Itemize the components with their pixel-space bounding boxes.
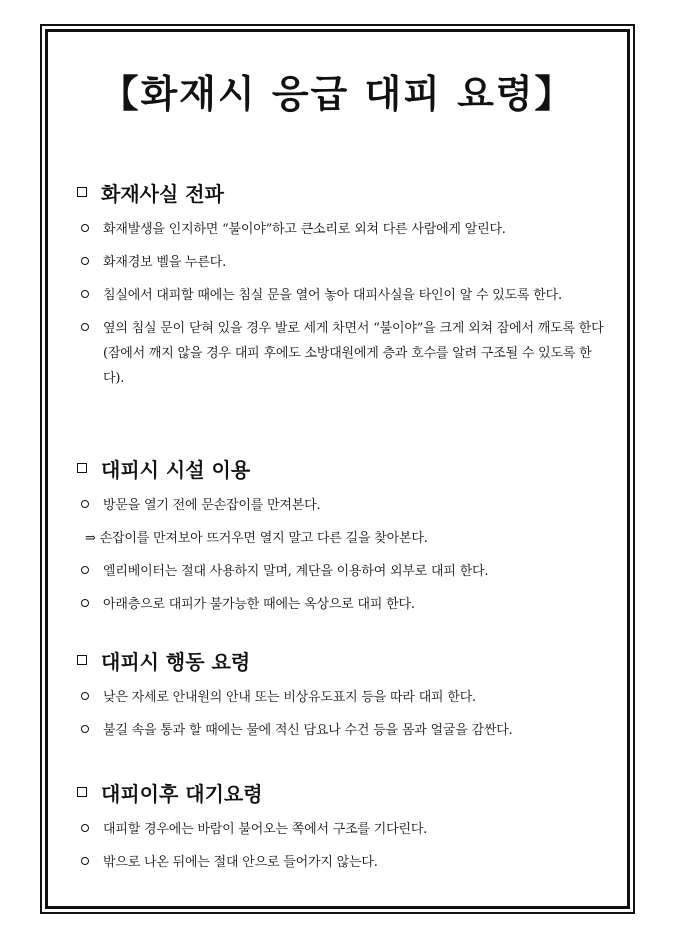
list-item bbox=[77, 850, 607, 875]
list-item-text: 화재발생을 인지하면 “불이야”하고 큰소리로 외쳐 다른 사람에게 알린다. bbox=[103, 222, 506, 237]
list-item bbox=[77, 250, 607, 275]
section-waiting-after-evacuation bbox=[77, 777, 607, 875]
circle-bullet-icon bbox=[81, 857, 89, 865]
section-heading bbox=[77, 177, 607, 207]
square-bullet-icon bbox=[77, 655, 87, 665]
section-heading-text: 화재사실 전파 bbox=[101, 181, 224, 206]
list-item-text: 방문을 열기 전에 문손잡이를 만져본다. bbox=[103, 498, 321, 513]
circle-bullet-icon bbox=[81, 566, 89, 574]
list-item-text: ⇒ 손잡이를 만져보아 뜨거우면 열지 말고 다른 길을 찾아본다. bbox=[85, 531, 428, 546]
circle-bullet-icon bbox=[81, 224, 89, 232]
section-heading bbox=[77, 453, 607, 483]
list-item-sub bbox=[77, 526, 607, 551]
circle-bullet-icon bbox=[81, 500, 89, 508]
list-item bbox=[77, 592, 607, 617]
section-heading-text: 대피이후 대기요령 bbox=[101, 781, 263, 806]
list-item-text: 대피할 경우에는 바람이 불어오는 쪽에서 구조를 기다린다. bbox=[103, 822, 428, 837]
circle-bullet-icon bbox=[81, 599, 89, 607]
list-item-text: 밖으로 나온 뒤에는 절대 안으로 들어가지 않는다. bbox=[103, 855, 378, 870]
list-item-text: 불길 속을 통과 할 때에는 물에 적신 담요나 수건 등을 몸과 얼굴을 감싼다. bbox=[103, 723, 513, 738]
list-item-text: 아래층으로 대피가 불가능한 때에는 옥상으로 대피 한다. bbox=[103, 597, 415, 612]
list-item-text: 엘리베이터는 절대 사용하지 말며, 계단을 이용하여 외부로 대피 한다. bbox=[103, 564, 489, 579]
list-item-text: 침실에서 대피할 때에는 침실 문을 열어 놓아 대피사실을 타인이 알 수 있도록 한다. bbox=[103, 288, 562, 303]
document-body bbox=[45, 29, 630, 909]
list-item bbox=[77, 217, 607, 242]
square-bullet-icon bbox=[77, 463, 87, 473]
list-item bbox=[77, 559, 607, 584]
circle-bullet-icon bbox=[81, 323, 89, 331]
list-item bbox=[77, 283, 607, 308]
list-item bbox=[77, 718, 607, 743]
section-heading bbox=[77, 777, 607, 807]
section-heading-text: 대피시 행동 요령 bbox=[101, 649, 251, 674]
list-item bbox=[77, 316, 607, 391]
circle-bullet-icon bbox=[81, 692, 89, 700]
circle-bullet-icon bbox=[81, 824, 89, 832]
list-item-text: 낮은 자세로 안내원의 안내 또는 비상유도표지 등을 따라 대피 한다. bbox=[103, 690, 476, 705]
circle-bullet-icon bbox=[81, 725, 89, 733]
list-item bbox=[77, 685, 607, 710]
circle-bullet-icon bbox=[81, 257, 89, 265]
section-fire-alert bbox=[77, 177, 607, 391]
list-item bbox=[77, 817, 607, 842]
list-item-text: 화재경보 벨을 누른다. bbox=[103, 255, 227, 270]
circle-bullet-icon bbox=[81, 290, 89, 298]
section-facility-use bbox=[77, 453, 607, 617]
section-evacuation-behavior bbox=[77, 645, 607, 743]
square-bullet-icon bbox=[77, 187, 87, 197]
list-item bbox=[77, 493, 607, 518]
list-item-text: 옆의 침실 문이 닫혀 있을 경우 발로 세게 차면서 “불이야”을 크게 외쳐 잠에서 깨도록 한다(잠에서 깨지 않을 경우 대피 후에도 소방대원에게 층과 호수를 알려 구조될 수 있도록 한다). bbox=[103, 321, 604, 386]
page-title: 【화재시 응급 대피 요령】 bbox=[100, 72, 575, 116]
section-heading bbox=[77, 645, 607, 675]
square-bullet-icon bbox=[77, 787, 87, 797]
section-heading-text: 대피시 시설 이용 bbox=[101, 457, 251, 482]
